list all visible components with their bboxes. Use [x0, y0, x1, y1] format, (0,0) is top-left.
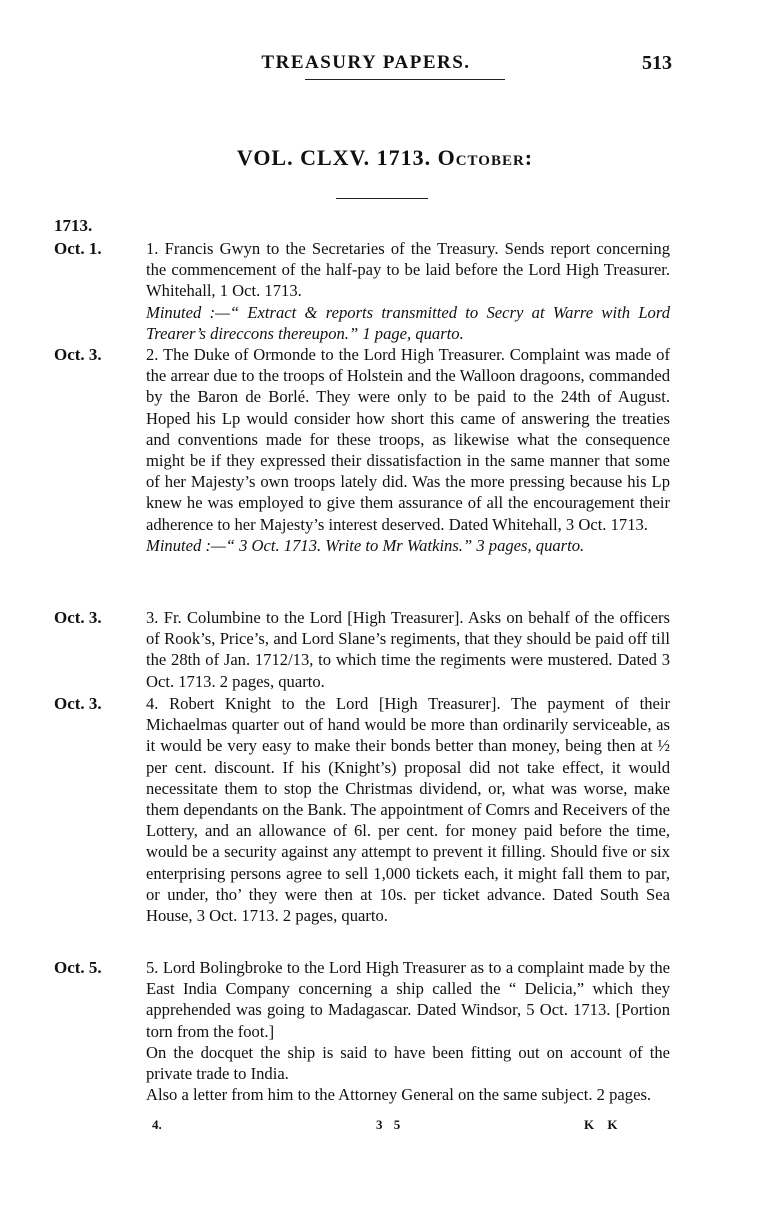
entry-paragraph: 5. Lord Bolingbroke to the Lord High Treasurer as to a complaint made by the East India Company concerning a ship called the “ Delicia,” which they apprehended was going to Madagascar. Dated Windsor, 5 Oct. 1713. [Portion torn from the foot.]	[146, 958, 670, 1041]
entry-note: Also a letter from him to the Attorney General on the same subject. 2 pages.	[146, 1085, 652, 1105]
entry-paragraph: 2. The Duke of Ormonde to the Lord High Treasurer. Complaint was made of the arrear due to the troops of Holstein and the Walloon dragoons, commanded by the Baron de Borlé. They were only to be paid to the 24th of August. Hoped his Lp would consider how short this came of answering the treaties and conventions made for these troops, as likewise what the consequence might be if they expressed their dissatisfaction in the same manner that some of her Majesty’s own troops lately did. Was the more pressing because his Lp knew he was employed to give them assurance of all the encouragement their adherence to her Majesty’s interest deserved. Dated Whitehall, 3 Oct. 1713.	[146, 345, 670, 534]
entry-body	[146, 693, 670, 926]
signature-center: 3 5	[376, 1117, 405, 1132]
entry-body	[146, 607, 670, 692]
entry-date: Oct. 3.	[54, 608, 102, 627]
volume-heading-main: VOL. CLXV. 1713.	[236, 145, 432, 170]
entry-paragraph: 1. Francis Gwyn to the Secretaries of the Treasury. Sends report concerning the commencement of the half-pay to be laid before the Lord High Treasurer. Whitehall, 1 Oct. 1713.	[146, 239, 670, 301]
running-head	[60, 52, 672, 76]
volume-rule	[336, 198, 428, 199]
signature-line	[0, 1117, 770, 1137]
entry-paragraph: 3. Fr. Columbine to the Lord [High Treasurer]. Asks on behalf of the officers of Rook’s, Price’s, and Lord Slane’s regiments, that they should be paid off till the 28th of Jan. 1712/13, to which time the regiments were mustered. Dated 3 Oct. 1713. 2 pages, quarto.	[146, 608, 670, 691]
entry-minute: Minuted :—“ 3 Oct. 1713. Write to Mr Watkins.” 3 pages, quarto.	[146, 535, 585, 555]
entry-body	[146, 238, 670, 344]
entry-body	[146, 344, 670, 556]
signature-right: K K	[584, 1117, 623, 1132]
year-label: 1713.	[54, 216, 93, 235]
volume-heading	[0, 145, 770, 171]
entry-body	[146, 957, 670, 1105]
entry-date: Oct. 1.	[54, 239, 102, 258]
entry-date: Oct. 5.	[54, 958, 102, 977]
signature-left: 4.	[152, 1117, 162, 1132]
entry-date: Oct. 3.	[54, 345, 102, 364]
page-number: 513	[642, 52, 672, 74]
entry-paragraph: 4. Robert Knight to the Lord [High Treasurer]. The payment of their Michaelmas quarter out of hand would be more than ordinarily serviceable, as it would be very easy to make their bonds better than money, being then at ½ per cent. discount. If his (Knight’s) proposal did not take effect, it would necessitate them to stop the Christmas dividend, or, what was worse, make them dependants on the Bank. The appointment of Comrs and Receivers of the Lottery, and an allowance of 6l. per cent. for money paid before the time, would be a security against any attempt to prevent it filling. Should five or six enterprising persons agree to sell 1,000 tickets each, it might fall them to par, or under, tho’ they were then at 10s. per ticket advance. Dated South Sea House, 3 Oct. 1713. 2 pages, quarto.	[146, 694, 670, 926]
entry-minute: Minuted :—“ Extract & reports transmitted to Secry at Warre with Lord Trearer’s direccons thereupon.” 1 page, quarto.	[146, 302, 670, 343]
header-rule	[305, 79, 505, 80]
entry-date: Oct. 3.	[54, 694, 102, 713]
running-title: TREASURY PAPERS.	[261, 52, 471, 73]
entry-note: On the docquet the ship is said to have been fitting out on account of the private trade to India.	[146, 1042, 670, 1084]
volume-heading-month: October:	[437, 145, 534, 170]
